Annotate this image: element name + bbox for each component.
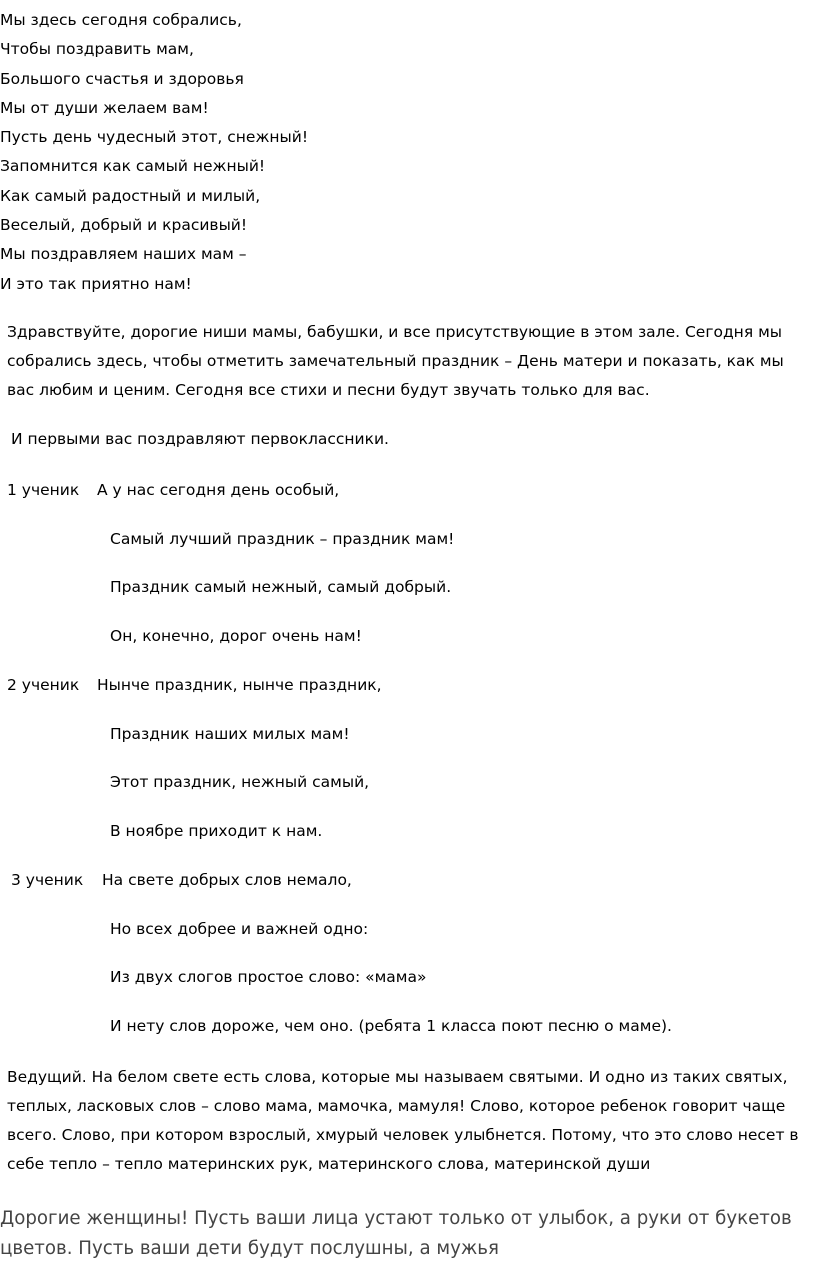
student-1-line [7,476,339,505]
verse-line: В ноябре приходит к нам. [110,822,323,840]
poem-line: Большого счастья и здоровья [0,69,244,88]
poem-line: Веселый, добрый и красивый! [0,216,248,235]
student-3-line [11,866,352,895]
poem-line: Пусть день чудесный этот, снежный! [0,128,309,147]
verse-line: И нету слов дороже, чем оно. (ребята 1 класса поют песню о маме). [110,1017,672,1035]
verse-line: Праздник самый нежный, самый добрый. [110,578,452,596]
verse-line: Этот праздник, нежный самый, [110,773,370,791]
poem-line: Чтобы поздравить мам, [0,40,194,59]
student-2-line [7,671,382,700]
speaker-label: 2 ученик [7,676,80,694]
poem-line: Как самый радостный и милый, [0,186,261,205]
verse-line: Из двух слогов простое слово: «мама» [110,968,427,986]
poem-line: Запомнится как самый нежный! [0,157,266,176]
speaker-label: 1 ученик [7,481,80,499]
opening-poem [0,6,308,299]
speaker-label: 3 ученик [11,871,84,889]
poem-line: И это так приятно нам! [0,274,192,293]
poem-line: Мы здесь сегодня собрались, [0,11,242,29]
poem-line: Мы поздравляем наших мам – [0,245,247,264]
verse-line: Самый лучший праздник – праздник мам! [110,530,455,548]
intro-paragraph: Здравствуйте, дорогие ниши мамы, бабушки, и все присутствующие в этом зале. Сегодня мы собрались здесь, чтобы отметить замечательный праздник – День матери и показать, как мы вас любим и ценим. Сегодня все стихи и песни будут звучать только для вас. [7,323,784,399]
host-paragraph: Ведущий. На белом свете есть слова, которые мы называем святыми. И одно из таких святых, теплых, ласковых слов – слово мама, мамочка, мамуля! Слово, которое ребенок говорит чаще всего. Слово, при котором взрослый, хмурый человек улыбнется. Потому, что это слово несет в себе тепло – тепло материнских рук, материнского слова, материнской души [7,1068,799,1173]
verse-line: Но всех добрее и важней одно: [110,920,369,938]
verse-line: На свете добрых слов немало, [102,871,352,889]
first-graders-intro: И первыми вас поздравляют первоклассники. [11,430,389,448]
verse-line: А у нас сегодня день особый, [97,481,340,499]
verse-line: Нынче праздник, нынче праздник, [97,676,382,694]
verse-line: Он, конечно, дорог очень нам! [110,627,362,645]
verse-line: Праздник наших милых мам! [110,725,350,743]
closing-paragraph: Дорогие женщины! Пусть ваши лица устают только от улыбок, а руки от букетов цветов. Пусть ваши дети будут послушны, а мужья [0,1208,792,1259]
poem-line: Мы от души желаем вам! [0,98,209,117]
